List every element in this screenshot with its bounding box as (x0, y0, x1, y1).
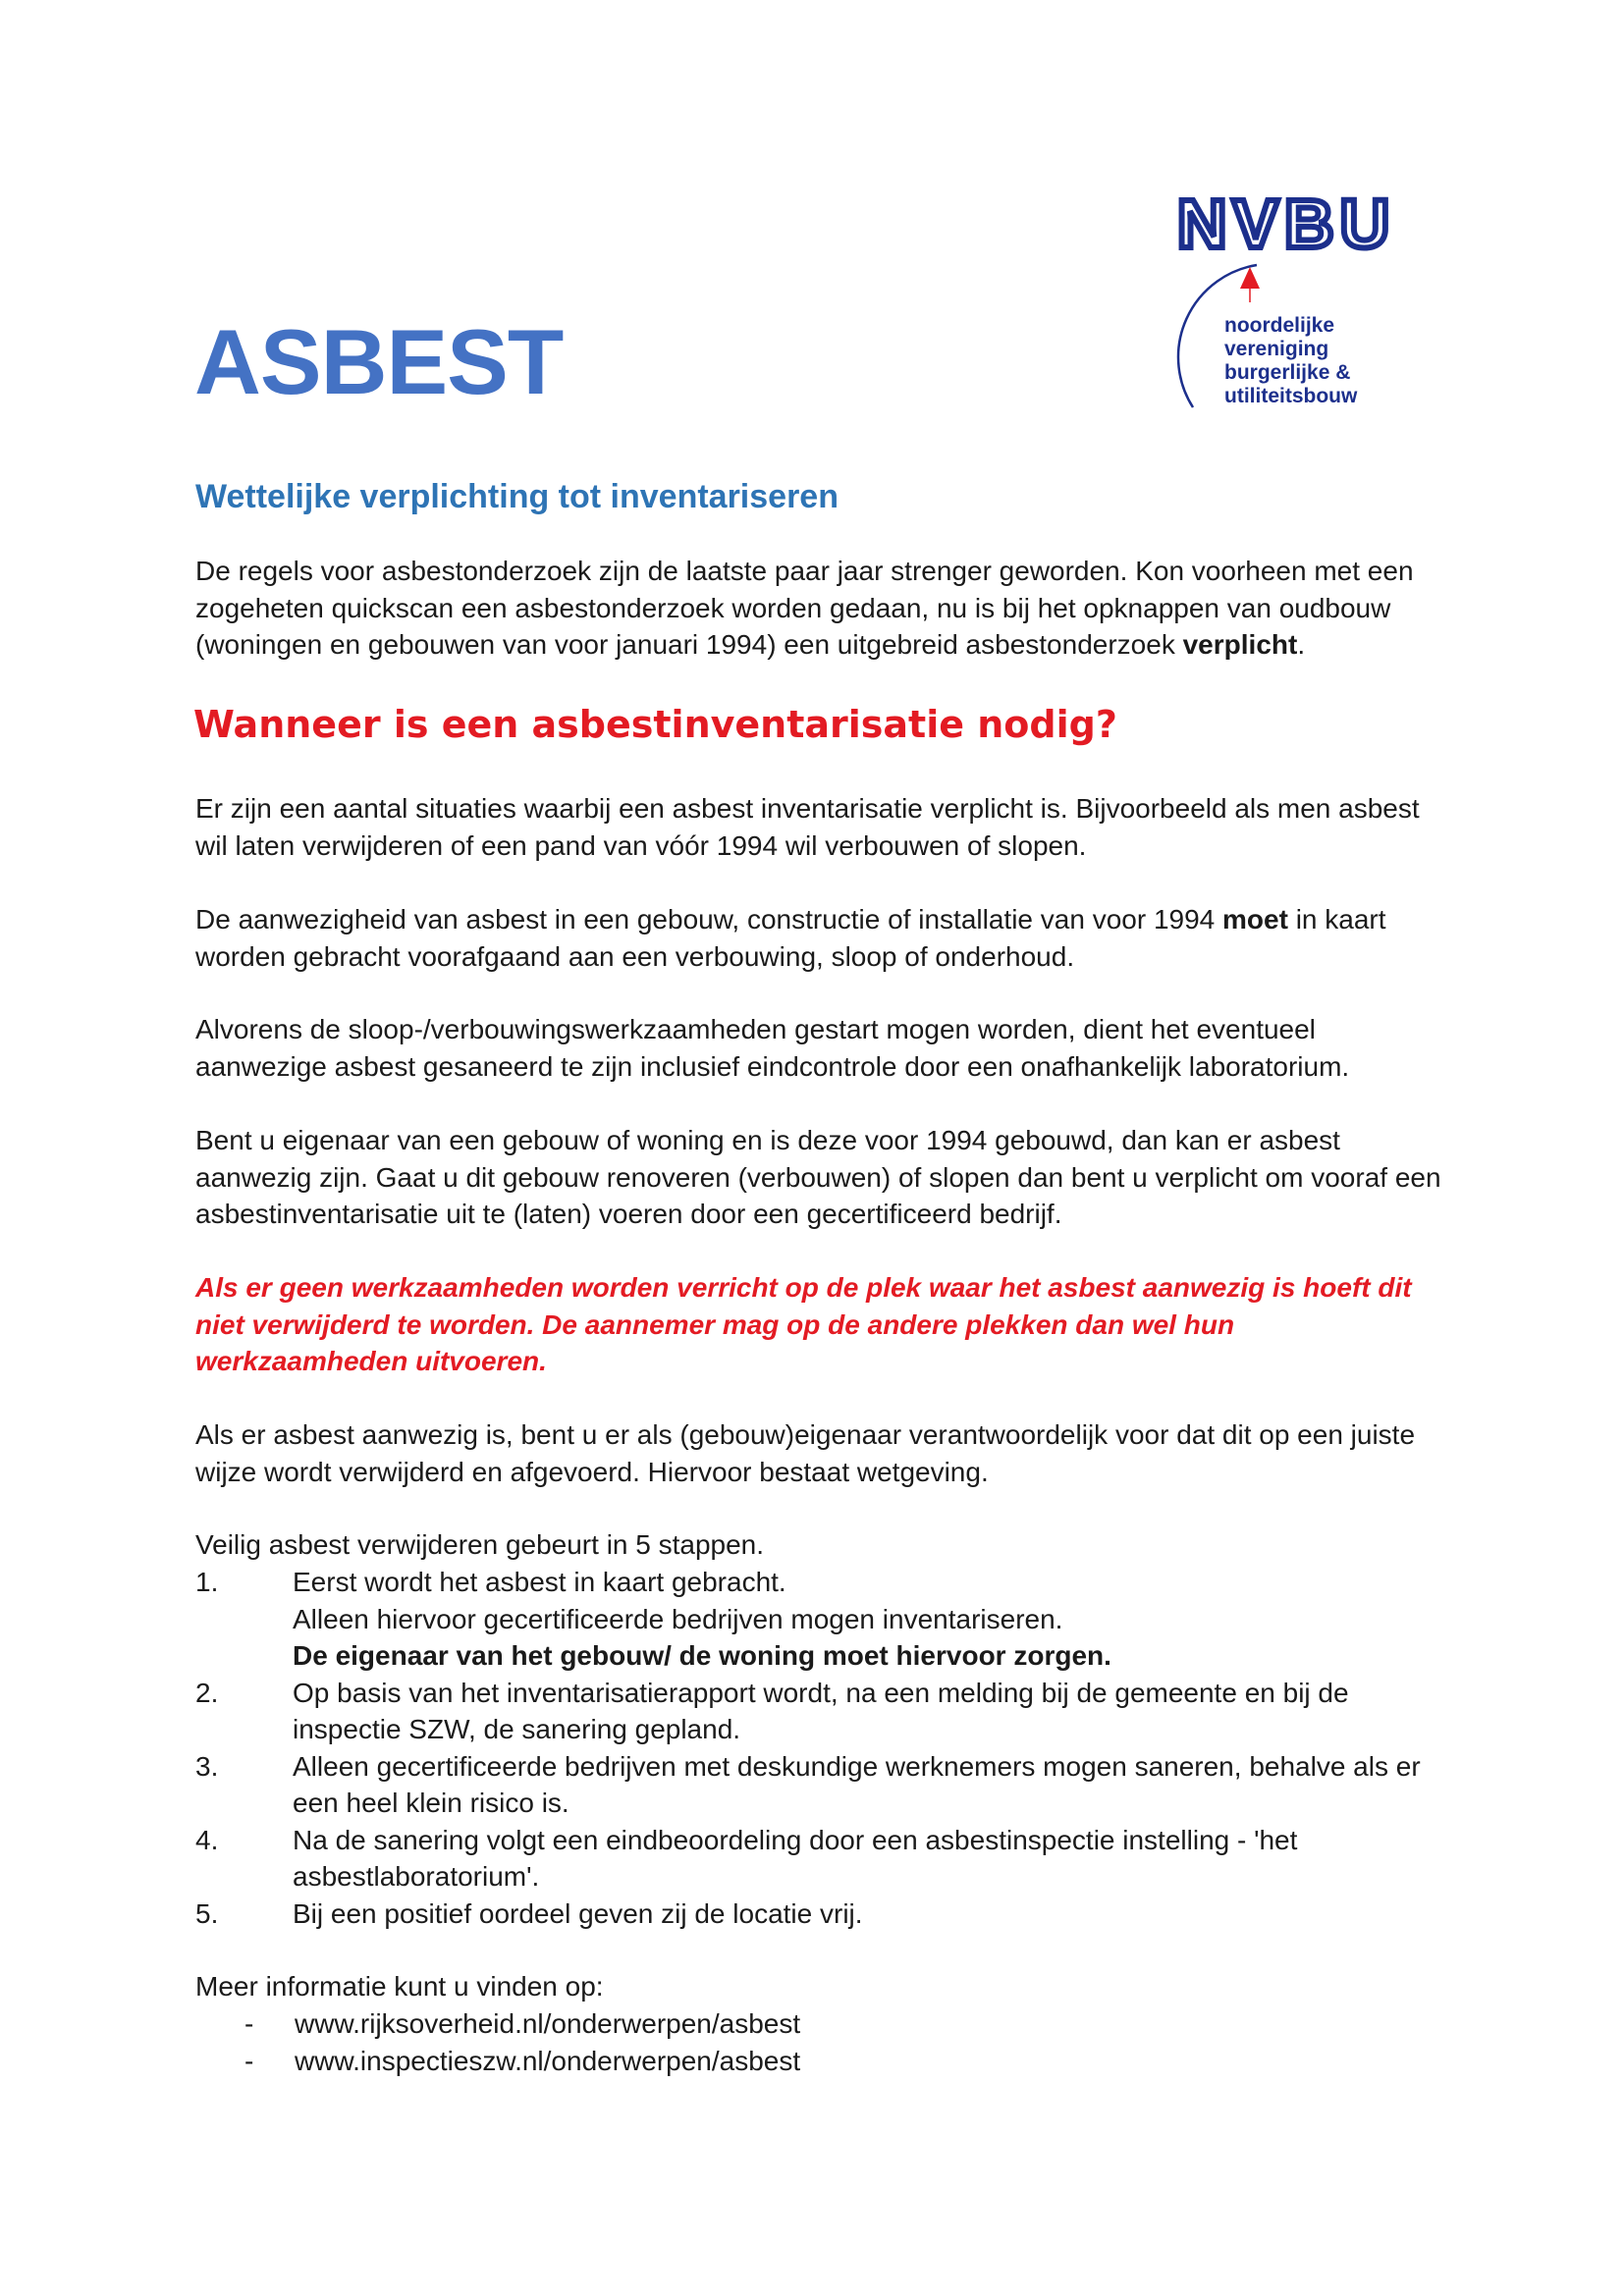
paragraph-sanering: Alvorens de sloop-/verbouwingswerkzaamheden gestart mogen worden, dient het eventueel aanwezige asbest gesaneerd te zijn inclusief eindcontrole door een onafhankelijk laboratorium. (195, 1014, 1350, 1082)
step-item (195, 1748, 1442, 1822)
step-item (195, 1822, 1442, 1896)
p2-after: in kaart worden gebracht voorafgaand aan een verbouwing, sloop of onderhoud. (195, 904, 1386, 972)
steps-list (195, 1564, 1442, 1932)
logo-triangle (1240, 267, 1260, 289)
warning-paragraph: Als er geen werkzaamheden worden verricht op de plek waar het asbest aanwezig is hoeft dit niet verwijderd te worden. De aannemer mag op de andere plekken dan wel hun werkzaamheden uitvoeren. (195, 1272, 1412, 1376)
logo-line-2: vereniging (1224, 338, 1329, 360)
paragraph-responsibility: Als er asbest aanwezig is, bent u er als (gebouw)eigenaar verantwoordelijk voor dat dit op een juiste wijze wordt verwijderd en afgevoerd. Hiervoor bestaat wetgeving. (195, 1419, 1416, 1487)
p2-bold: moet (1222, 904, 1288, 934)
step-number: 2. (195, 1677, 219, 1708)
step-text: Alleen hiervoor gecertificeerde bedrijven mogen inventariseren. (293, 1603, 1063, 1634)
logo-line-3: burgerlijke & (1224, 361, 1351, 384)
step-item (195, 1564, 1442, 1675)
steps-intro: Veilig asbest verwijderen gebeurt in 5 stappen. (195, 1529, 765, 1560)
list-dash: - (244, 2008, 254, 2039)
p2-before: De aanwezigheid van asbest in een gebouw, constructie of installatie van voor 1994 (195, 904, 1216, 934)
intro-text: De regels voor asbestonderzoek zijn de laatste paar jaar strenger geworden. Kon voorheen met een zogeheten quickscan een asbestonderzoek worden gedaan, nu is bij het opknappen van oudbouw (woningen en gebouwen van voor januari 1994) een uitgebreid asbestonderzoek (195, 556, 1414, 660)
logo-wordmark: NVBU (1176, 187, 1396, 262)
step-item (195, 1675, 1442, 1748)
intro-paragraph (195, 553, 1442, 664)
step-number: 1. (195, 1567, 219, 1597)
page-subtitle: Wettelijke verplichting tot inventariseren (195, 478, 839, 515)
logo-line-4: utiliteitsbouw (1224, 385, 1358, 407)
nvbu-logo (1154, 187, 1419, 422)
step-bold-text: De eigenaar van het gebouw/ de woning moet hiervoor zorgen. (293, 1640, 1111, 1671)
page-title: ASBEST (194, 310, 564, 413)
intro-bold: verplicht (1182, 629, 1298, 660)
logo-line-1: noordelijke (1224, 314, 1335, 337)
links-list (195, 2005, 1374, 2079)
paragraph-situations: Er zijn een aantal situaties waarbij een asbest inventarisatie verplicht is. Bijvoorbeeld als men asbest wil laten verwijderen of een pand van vóór 1994 wil verbouwen of slopen. (195, 793, 1420, 861)
link-inspectieszw[interactable]: www.inspectieszw.nl/onderwerpen/asbest (295, 2045, 801, 2076)
section-heading: Wanneer is een asbestinventarisatie nodig? (193, 703, 1117, 746)
link-item (195, 2043, 1374, 2080)
step-number: 3. (195, 1750, 219, 1782)
step-text: Bij een positief oordeel geven zij de locatie vrij. (293, 1897, 863, 1929)
link-rijksoverheid[interactable]: www.rijksoverheid.nl/onderwerpen/asbest (295, 2008, 801, 2039)
step-number: 5. (195, 1897, 219, 1929)
step-text: Eerst wordt het asbest in kaart gebracht. (293, 1567, 786, 1597)
paragraph-presence (195, 901, 1442, 975)
step-text: Na de sanering volgt een eindbeoordeling door een asbestinspectie instelling - 'het asbestlaboratorium'. (293, 1824, 1298, 1892)
step-text: Alleen gecertificeerde bedrijven met deskundige werknemers mogen saneren, behalve als er een heel klein risico is. (293, 1750, 1421, 1818)
step-text: Op basis van het inventarisatierapport wordt, na een melding bij de gemeente en bij de inspectie SZW, de sanering gepland. (293, 1677, 1349, 1744)
paragraph-owner: Bent u eigenaar van een gebouw of woning en is deze voor 1994 gebouwd, dan kan er asbest aanwezig zijn. Gaat u dit gebouw renoveren (verbouwen) of slopen dan bent u verplicht om vooraf een asbestinventarisatie uit te (laten) voeren door een gecertificeerd bedrijf. (195, 1125, 1441, 1229)
intro-end: . (1297, 629, 1306, 660)
more-info-label: Meer informatie kunt u vinden op: (195, 1971, 604, 2002)
link-item (195, 2005, 1374, 2043)
list-dash: - (244, 2045, 254, 2076)
step-item (195, 1896, 1442, 1933)
step-number: 4. (195, 1824, 219, 1855)
